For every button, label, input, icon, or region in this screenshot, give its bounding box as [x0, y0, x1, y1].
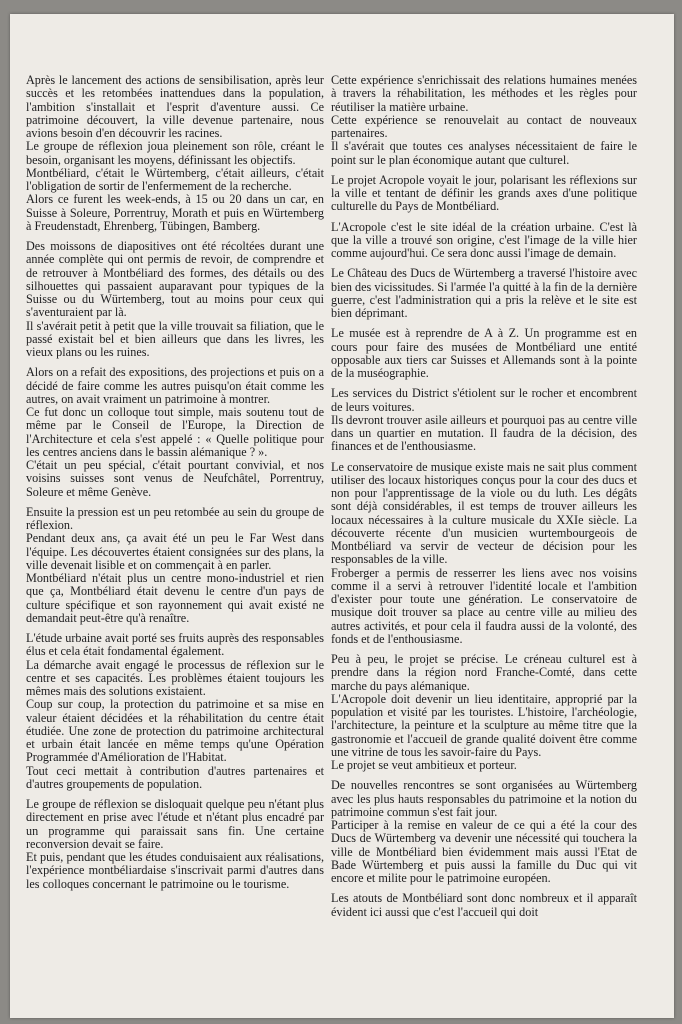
paragraph: L'étude urbaine avait porté ses fruits auprès des responsables élus et cela était fondamental également.	[26, 631, 324, 659]
paragraph: C'était un peu spécial, c'était pourtant convivial, et nos voisins suisses sont venus de Neufchâtel, Porrentruy, Soleure et même Genève.	[26, 458, 324, 499]
paragraph: Cette expérience s'enrichissait des relations humaines menées à travers la réhabilitation, les méthodes et les règles pour réutiliser la matière urbaine.	[331, 73, 637, 114]
paragraph: Froberger a permis de resserrer les liens avec nos voisins comme il a servi à retrouver l'identité locale et l'ambition d'exister pour toute une génération. Le conservatoire de musique doit trouver sa place au centre ville au milieu des autres activités, et pour cela il faudra aussi de la volonté, des fonds et de l'enthousiasme.	[331, 565, 637, 646]
paragraph: Montbéliard n'était plus un centre mono-industriel et rien que ça, Montbéliard était devenu le centre d'un pays de culture spécifique et son rayonnement qui avait existé ne demandait peut-être qu'à renaître.	[26, 571, 324, 625]
paragraph: Alors ce furent les week-ends, à 15 ou 20 dans un car, en Suisse à Soleure, Porrentruy, Morath et puis en Würtemberg à Freudenstadt, Ehrenberg, Tübingen, Bamberg.	[26, 192, 324, 233]
paragraph: Cette expérience se renouvelait au contact de nouveaux partenaires.	[331, 112, 637, 140]
paragraph: Le projet se veut ambitieux et porteur.	[331, 758, 517, 772]
left-text-column	[26, 74, 324, 898]
paragraph: Coup sur coup, la protection du patrimoine et sa mise en valeur étaient décidées et la réhabilitation du centre était étudiée. Une zone de protection du patrimoine architectural et urbain était lancée en même temps qu'une Opération Programmée d'Amélioration de l'Habitat.	[26, 697, 324, 765]
paragraph: Tout ceci mettait à contribution d'autres partenaires et d'autres groupements de population.	[26, 763, 324, 791]
paragraph: Le musée est à reprendre de A à Z. Un programme est en cours pour faire des musées de Montbéliard une entité opposable aux tiers car Suisses et Allemands sont à la pointe de la muséographie.	[331, 326, 637, 380]
paragraph: Des moissons de diapositives ont été récoltées durant une année complète qui ont permis de revoir, de comprendre et de retrouver à Montbéliard des formes, des détails ou des silhouettes qui passaient auparavant pour typiques de la Suisse ou du Würtemberg, tout au moins pour ceux qui s'aventuraient par là.	[26, 239, 324, 320]
paragraph: Le groupe de réflexion se disloquait quelque peu n'étant plus directement en prise avec l'étude et n'étant plus encadré par un programme qui paraissait sans fin. Une certaine reconversion devait se faire.	[26, 797, 324, 851]
paragraph: De nouvelles rencontres se sont organisées au Würtemberg avec les plus hauts responsables du patrimoine et la notion du patrimoine commun s'est fait jour.	[331, 778, 637, 819]
paragraph: Et puis, pendant que les études conduisaient aux réalisations, l'expérience montbéliardaise s'inscrivait parmi d'autres dans les colloques concernant le patrimoine ou le tourisme.	[26, 850, 324, 891]
paragraph: Montbéliard, c'était le Würtemberg, c'était ailleurs, c'était l'obligation de sortir de l'enfermement de la recherche.	[26, 165, 324, 193]
paragraph: La démarche avait engagé le processus de réflexion sur le centre et ses capacités. Les problèmes étaient toujours les mêmes mais des solutions existaient.	[26, 657, 324, 698]
right-text-column	[331, 74, 637, 926]
paragraph: Pendant deux ans, ça avait été un peu le Far West dans l'équipe. Les découvertes étaient consignées sur des plans, la ville devenait lisible et on commençait à en parler.	[26, 531, 324, 572]
paragraph: Le Château des Ducs de Würtemberg a traversé l'histoire avec bien des vicissitudes. Si l'armée l'a quitté à la fin de la dernière guerre, c'est l'administration qui a pris la relève et le site est bien déprimant.	[331, 266, 637, 320]
paragraph: Alors on a refait des expositions, des projections et puis on a décidé de faire comme les autres puisqu'on était comme les autres, on avait vraiment un patrimoine à montrer.	[26, 365, 324, 406]
paragraph: Le projet Acropole voyait le jour, polarisant les réflexions sur la ville et tentant de définir les grands axes d'une politique culturelle du Pays de Montbéliard.	[331, 172, 637, 214]
paragraph: Après le lancement des actions de sensibilisation, après leur succès et les retombées inattendues dans la population, l'ambition s'installait et l'esprit d'aventure aussi. Ce patrimoine découvert, la ville devenue partenaire, nous avions besoin d'en découvrir les racines.	[26, 73, 324, 140]
paragraph: Participer à la remise en valeur de ce qui a été la cour des Ducs de Würtemberg va devenir une nécessité qui touchera la ville de Montbéliard bien évidemment mais aussi l'Etat de Bade Würtemberg et puis aussi la famille du Duc qui vit encore et milite pour le patrimoine européen.	[331, 818, 637, 885]
paragraph: Il s'avérait que toutes ces analyses nécessitaient de faire le point sur le plan économique autant que culturel.	[331, 139, 637, 167]
paragraph: Ce fut donc un colloque tout simple, mais soutenu tout de même par le Conseil de l'Europe, la Direction de l'Architecture et cela s'est appelé : « Quelle politique pour les centres anciens dans le bassin alémanique ? ».	[26, 405, 324, 459]
paragraph: Il s'avérait petit à petit que la ville trouvait sa filiation, que le passé existait bel et bien ailleurs que dans les livres, les vieux plans ou les ruines.	[26, 318, 324, 359]
paragraph: Le groupe de réflexion joua pleinement son rôle, créant le besoin, organisant les moyens, définissant les objectifs.	[26, 139, 324, 167]
paragraph: Ensuite la pression est un peu retombée au sein du groupe de réflexion.	[26, 504, 324, 532]
paragraph: Ils devront trouver asile ailleurs et pourquoi pas au centre ville dans un quartier en mutation. Il faudra de la décision, des finances et de l'enthousiasme.	[331, 412, 637, 454]
paragraph: Les atouts de Montbéliard sont donc nombreux et il apparaît évident ici aussi que c'est l'accueil qui doit	[331, 891, 637, 919]
document-page	[10, 14, 674, 1018]
paragraph: Peu à peu, le projet se précise. Le créneau culturel est à prendre dans la région nord Franche-Comté, dans cette marche du pays alémanique.	[331, 652, 637, 693]
paragraph: L'Acropole doit devenir un lieu identitaire, approprié par la population et visité par les touristes. L'histoire, l'archéologie, l'architecture, la peinture et la sculpture au même titre que la gastronomie et l'accueil de grande qualité doivent être comme une vitrine de tous les savoir-faire du Pays.	[331, 691, 637, 759]
paragraph: Les services du District s'étiolent sur le rocher et encombrent de leurs voitures.	[331, 386, 637, 414]
paragraph: Le conservatoire de musique existe mais ne sait plus comment utiliser des locaux historiques conçus pour la cour des ducs et non pour l'apprentissage de la viole ou du luth. Les dégâts sont déjà considérables, il est temps de trouver ailleurs les locaux nécessaires à la culture musicale du XXIe siècle. La découverte récente d'un musicien wurtembourgeois de Montbéliard va servir de vecteur de décision pour les responsables de la ville.	[331, 459, 637, 567]
paragraph: L'Acropole c'est le site idéal de la création urbaine. C'est là que la ville a trouvé son origine, c'est l'image de la ville hier comme aujourd'hui. Ce sera donc aussi l'image de demain.	[331, 219, 637, 260]
